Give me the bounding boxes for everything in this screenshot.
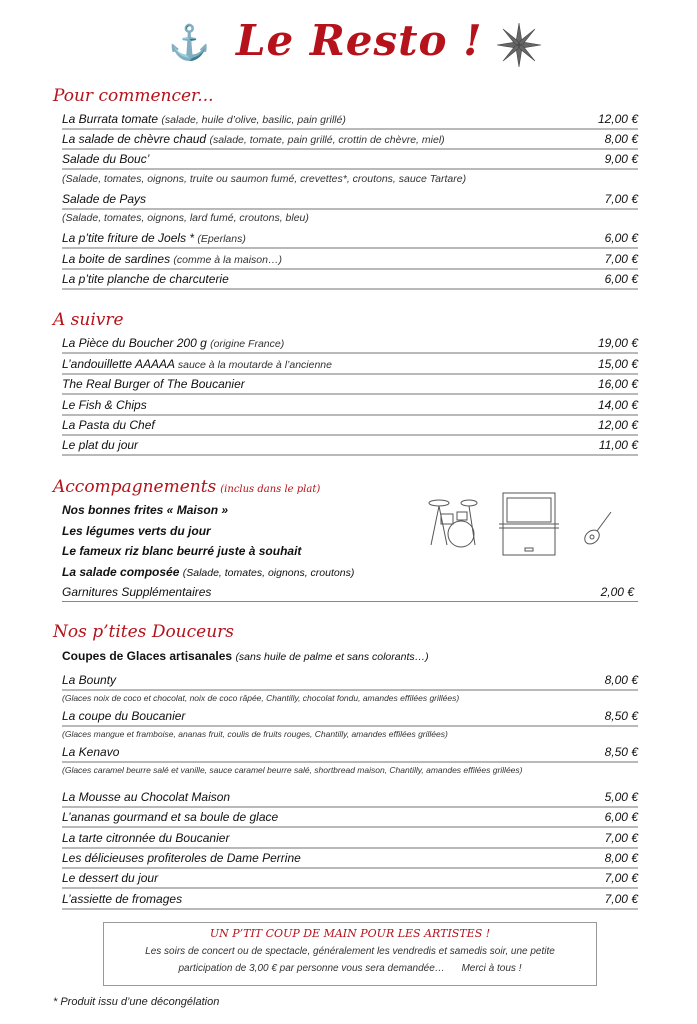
item-desc: (sans huile de palme et sans colorants…) <box>235 651 429 663</box>
item-price: 15,00 € <box>597 357 638 371</box>
page-title: Le Resto ! <box>236 16 483 65</box>
item-name: Le dessert du jour <box>62 871 159 885</box>
menu-item <box>62 416 638 436</box>
drum-kit-icon <box>429 500 477 547</box>
notice-title: UN P’TIT COUP DE MAIN POUR LES ARTISTES ! <box>209 927 491 940</box>
menu-item <box>62 150 638 170</box>
notice-line-2: participation de 3,00 € par personne vous sera demandée… Merci à tous ! <box>178 963 522 974</box>
anchor-icon: ⚓ <box>168 24 211 62</box>
item-price: 8,50 € <box>604 745 638 759</box>
item-price: 6,00 € <box>604 810 638 824</box>
item-name: Les délicieuses profiteroles de Dame Perrine <box>62 851 301 865</box>
item-name: La Pasta du Chef <box>62 418 155 432</box>
menu-item <box>62 355 638 375</box>
item-price: 8,50 € <box>604 709 638 723</box>
item-price: 14,00 € <box>597 398 638 412</box>
item-name: L’ananas gourmand et sa boule de glace <box>62 810 279 824</box>
section-title-mains: A suivre <box>53 310 124 330</box>
item-name: La Kenavo <box>62 745 120 759</box>
item-price: 5,00 € <box>604 790 638 804</box>
item-note: (Salade, tomates, oignons, truite ou saumon fumé, crevettes*, croutons, sauce Tartare) <box>62 173 467 185</box>
item-note: (Glaces caramel beurre salé et vanille, sauce caramel beurre salé, shortbread maison, Chantilly, amandes effilées grillées) <box>62 765 523 775</box>
item-price: 7,00 € <box>604 252 638 266</box>
menu-item <box>62 890 638 910</box>
menu-item <box>62 334 638 354</box>
menu-item <box>62 396 638 416</box>
item-name: L’andouillette AAAAA <box>62 357 175 371</box>
item-desc: (salade, huile d’olive, basilic, pain grillé) <box>161 114 346 126</box>
item-name: La p’tite planche de charcuterie <box>62 272 229 286</box>
side-item: Les légumes verts du jour <box>62 524 211 538</box>
item-desc: (origine France) <box>210 338 285 350</box>
item-price: 8,00 € <box>604 132 638 146</box>
item-name: La boite de sardines <box>62 252 171 266</box>
menu-item <box>62 808 638 828</box>
menu-item <box>62 375 638 395</box>
menu-item <box>62 869 638 889</box>
menu-item <box>62 788 638 808</box>
item-price: 7,00 € <box>604 871 638 885</box>
menu-item <box>62 707 638 727</box>
item-name: La salade de chèvre chaud <box>62 132 207 146</box>
side-item: Nos bonnes frites « Maison » <box>62 503 229 517</box>
piano-icon <box>499 493 559 555</box>
item-price: 8,00 € <box>604 673 638 687</box>
item-name: La Mousse au Chocolat Maison <box>62 790 231 804</box>
side-item: Le fameux riz blanc beurré juste à souhait <box>62 544 302 558</box>
section-subtitle: (inclus dans le plat) <box>220 484 321 495</box>
item-note: (Salade, tomates, oignons, lard fumé, croutons, bleu) <box>62 212 309 224</box>
item-name: L’assiette de fromages <box>62 892 183 906</box>
item-price: 9,00 € <box>604 152 638 166</box>
section-title-desserts: Nos p’tites Douceurs <box>53 622 235 642</box>
menu-item <box>62 250 638 270</box>
menu-item-extra <box>62 583 638 602</box>
page-header <box>0 14 697 76</box>
item-name: Le plat du jour <box>62 438 139 452</box>
item-name: La Burrata tomate <box>62 112 159 126</box>
item-name: La tarte citronnée du Boucanier <box>62 831 230 845</box>
side-item <box>62 563 354 582</box>
menu-item <box>62 743 638 763</box>
menu-item <box>62 110 638 130</box>
footnote: * Produit issu d’une décongélation <box>53 996 220 1008</box>
dessert-intro <box>62 647 429 666</box>
item-name: Le Fish & Chips <box>62 398 147 412</box>
item-name: Coupes de Glaces artisanales <box>62 649 233 663</box>
item-price: 8,00 € <box>604 851 638 865</box>
item-price: 7,00 € <box>604 831 638 845</box>
item-name: La salade composée <box>62 565 180 579</box>
menu-item <box>62 849 638 869</box>
item-desc: (Salade, tomates, oignons, croutons) <box>182 567 355 579</box>
item-price: 19,00 € <box>597 336 638 350</box>
item-price: 6,00 € <box>604 272 638 286</box>
notice-line-1: Les soirs de concert ou de spectacle, généralement les vendredis et samedis soir, une petite <box>145 946 555 957</box>
item-name: La Pièce du Boucher 200 g <box>62 336 207 350</box>
item-name: La p’tite friture de Joels * <box>62 231 195 245</box>
item-price: 16,00 € <box>597 377 638 391</box>
guitar-icon <box>582 512 611 547</box>
menu-item <box>62 229 638 249</box>
item-price: 7,00 € <box>604 892 638 906</box>
item-price: 2,00 € <box>600 585 634 599</box>
item-price: 6,00 € <box>604 231 638 245</box>
item-price: 12,00 € <box>597 112 638 126</box>
item-name: La Bounty <box>62 673 117 687</box>
item-desc: sauce à la moutarde à l’ancienne <box>177 359 332 371</box>
compass-rose-icon <box>496 22 542 68</box>
item-name: Salade du Bouc’ <box>62 152 150 166</box>
instruments-illustration <box>425 490 625 560</box>
section-title-starters: Pour commencer... <box>53 86 214 106</box>
item-note: (Glaces noix de coco et chocolat, noix de coco râpée, Chantilly, chocolat fondu, amandes effilées grillées) <box>62 693 460 703</box>
menu-item <box>62 671 638 691</box>
item-desc: (comme à la maison…) <box>173 254 282 266</box>
menu-item <box>62 190 638 210</box>
item-price: 7,00 € <box>604 192 638 206</box>
section-title-sides <box>53 477 320 497</box>
menu-item <box>62 270 638 290</box>
menu-item <box>62 436 638 456</box>
item-name: La coupe du Boucanier <box>62 709 186 723</box>
menu-item <box>62 829 638 849</box>
item-name: The Real Burger of The Boucanier <box>62 377 245 391</box>
item-name: Garnitures Supplémentaires <box>62 585 212 599</box>
artists-notice-box <box>103 922 597 986</box>
item-note: (Glaces mangue et framboise, ananas fruit, coulis de fruits rouges, Chantilly, amandes effilées grillées) <box>62 729 448 739</box>
item-price: 11,00 € <box>598 438 638 452</box>
section-title-text: Accompagnements <box>53 477 217 497</box>
item-desc: (salade, tomate, pain grillé, crottin de chèvre, miel) <box>209 134 445 146</box>
item-price: 12,00 € <box>597 418 638 432</box>
item-name: Salade de Pays <box>62 192 147 206</box>
item-desc: (Eperlans) <box>197 233 246 245</box>
menu-item <box>62 130 638 150</box>
